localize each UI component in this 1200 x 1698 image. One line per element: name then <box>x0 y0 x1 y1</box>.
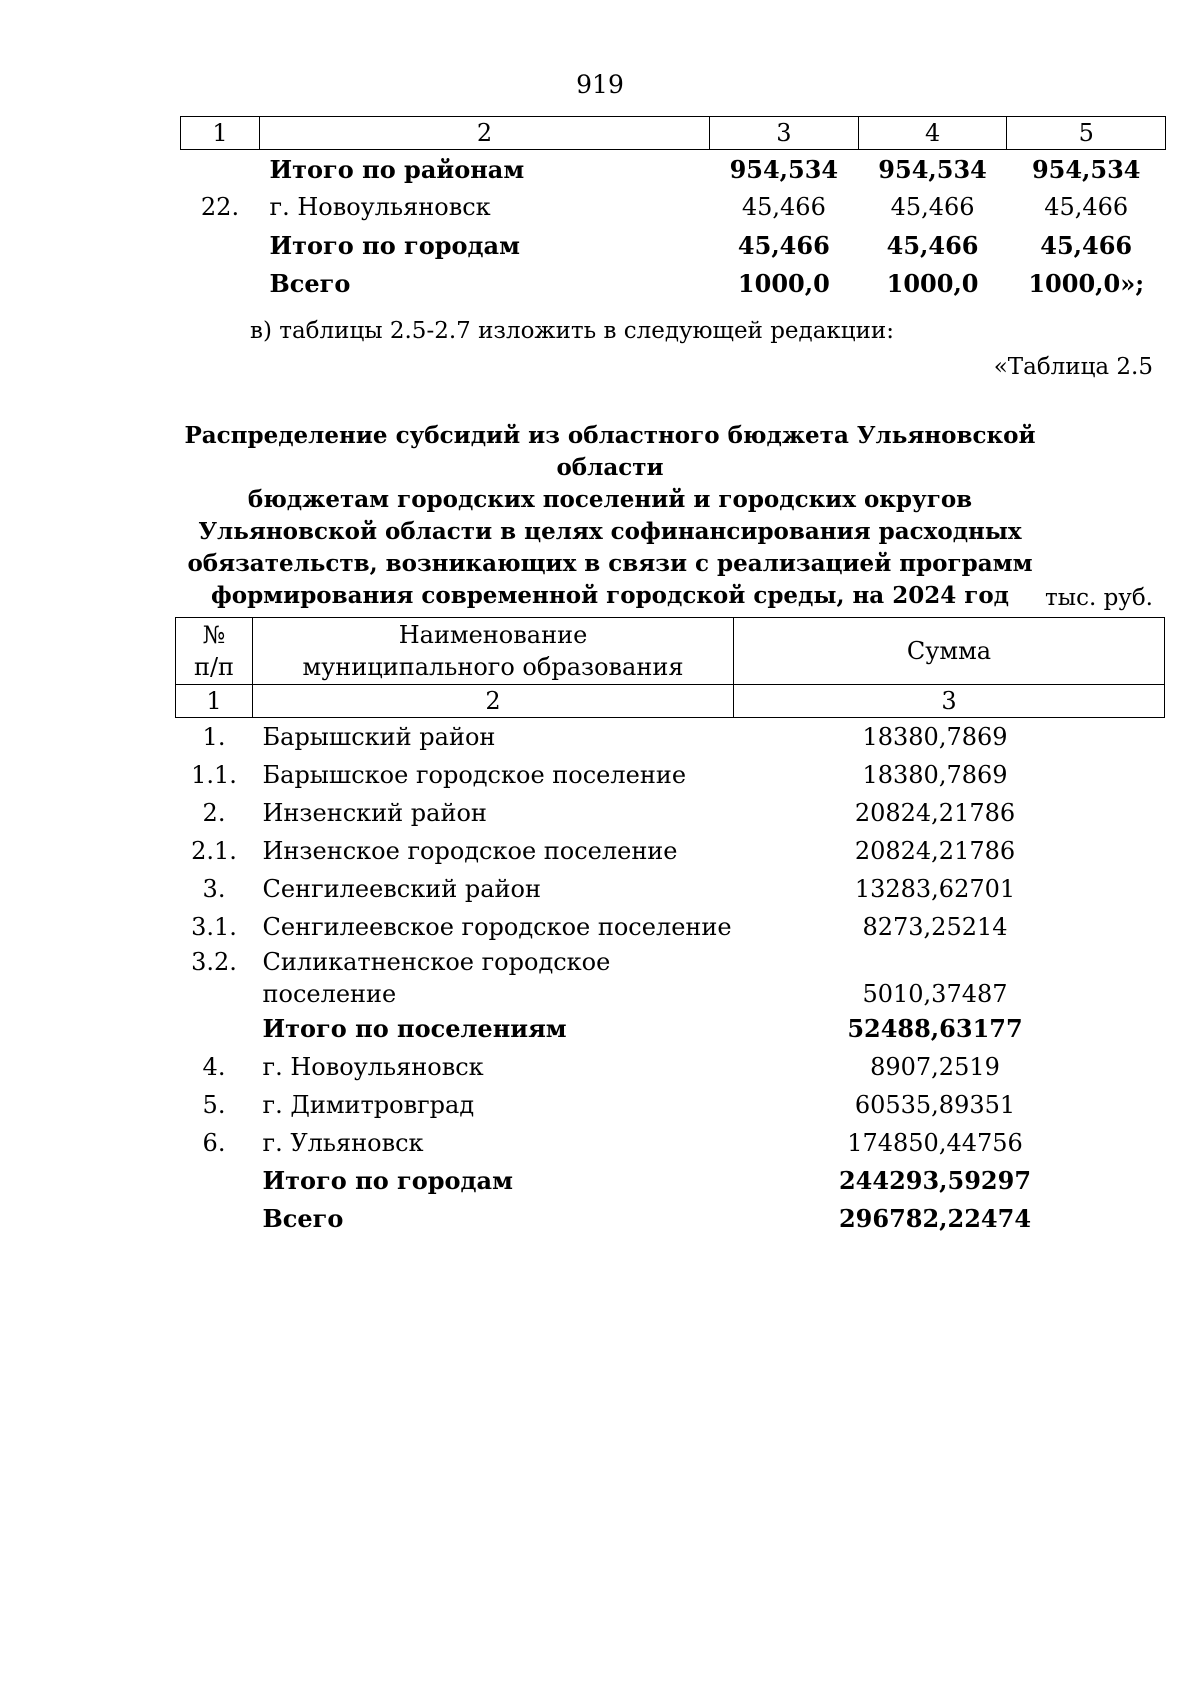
row-name: Итого по городам <box>269 230 520 260</box>
row-number: 1.1. <box>191 761 237 789</box>
amendment-paragraph: в) таблицы 2.5-2.7 изложить в следующей редакции: <box>250 318 894 344</box>
value-col5: 45,466 <box>1044 193 1129 221</box>
table-row <box>181 150 1166 189</box>
row-sum: 296782,22474 <box>838 1204 1032 1233</box>
row-name <box>253 946 734 1010</box>
row-sum: 174850,44756 <box>847 1129 1023 1157</box>
table-row <box>176 870 1165 908</box>
table-row <box>181 226 1166 264</box>
row-number <box>181 226 260 264</box>
table-row <box>176 946 1165 1010</box>
table-row <box>176 718 1165 757</box>
value-col4: 1000,0 <box>886 268 979 298</box>
table-heading <box>150 420 1070 612</box>
subsidy-table <box>175 617 1165 1238</box>
row-name: г. Новоульяновск <box>269 193 491 221</box>
row-number: 5. <box>202 1091 226 1119</box>
row-number: 2. <box>202 799 226 827</box>
col-number: 1 <box>176 685 253 718</box>
page-number: 919 <box>576 70 624 99</box>
row-sum: 18380,7869 <box>862 723 1008 751</box>
table-row <box>181 264 1166 302</box>
row-name: г. Димитровград <box>262 1091 475 1119</box>
row-name: Барышское городское поселение <box>262 761 687 789</box>
row-sum: 5010,37487 <box>862 980 1008 1008</box>
table-row <box>176 756 1165 794</box>
row-name-line2: поселение <box>262 980 397 1008</box>
value-col4: 45,466 <box>890 193 975 221</box>
row-name: г. Новоульяновск <box>262 1053 484 1081</box>
table-row <box>176 1200 1165 1238</box>
row-number <box>181 264 260 302</box>
row-sum: 8273,25214 <box>862 913 1008 941</box>
table-row <box>176 1124 1165 1162</box>
row-number: 2.1. <box>191 837 237 865</box>
row-name: Итого по районам <box>269 154 525 184</box>
row-sum: 60535,89351 <box>854 1091 1016 1119</box>
heading-line: Распределение субсидий из областного бюджета Ульяновской области <box>184 422 1036 481</box>
col-number: 5 <box>1007 117 1166 150</box>
value-col3: 1000,0 <box>737 268 830 298</box>
units-label: тыс. руб. <box>1045 585 1153 611</box>
col-number: 2 <box>260 117 710 150</box>
header-sum: Сумма <box>734 618 1165 685</box>
col-number: 4 <box>858 117 1007 150</box>
header-row <box>176 618 1165 685</box>
value-col4: 45,466 <box>886 230 979 260</box>
table-row <box>176 1010 1165 1048</box>
row-name: Барышский район <box>262 723 496 751</box>
col-number: 3 <box>734 685 1165 718</box>
table-row <box>176 1086 1165 1124</box>
row-name: Инзенский район <box>262 799 487 827</box>
row-number: 22. <box>200 193 240 221</box>
value-col3: 45,466 <box>741 193 826 221</box>
value-col5: 45,466 <box>1040 230 1133 260</box>
row-name: г. Ульяновск <box>262 1129 424 1157</box>
row-number: 3.1. <box>191 913 237 941</box>
row-number <box>181 150 260 189</box>
row-number <box>176 1010 253 1048</box>
header-number-line1: № <box>202 621 226 649</box>
heading-line: бюджетам городских поселений и городских округов <box>247 486 973 513</box>
row-name: Инзенское городское поселение <box>262 837 678 865</box>
row-sum: 20824,21786 <box>854 837 1016 865</box>
row-number: 3.2. <box>191 948 237 976</box>
value-col3: 45,466 <box>737 230 830 260</box>
table-reference: «Таблица 2.5 <box>993 354 1153 380</box>
row-name: Сенгилеевский район <box>262 875 541 903</box>
column-number-row <box>181 117 1166 150</box>
row-sum: 244293,59297 <box>838 1166 1032 1195</box>
row-number <box>176 1200 253 1238</box>
header-name-line1: Наименование <box>398 621 588 649</box>
row-name: Всего <box>262 1204 344 1233</box>
header-name <box>253 618 734 685</box>
row-number: 1. <box>202 723 226 751</box>
row-sum: 13283,62701 <box>854 875 1016 903</box>
value-col5: 1000,0»; <box>1028 268 1145 298</box>
header-number <box>176 618 253 685</box>
row-name: Итого по городам <box>262 1166 513 1195</box>
continuation-table <box>180 116 1166 302</box>
row-name-line1: Силикатненское городское <box>262 948 611 976</box>
row-sum: 52488,63177 <box>847 1014 1023 1043</box>
row-sum: 18380,7869 <box>862 761 1008 789</box>
heading-line: формирования современной городской среды, на 2024 год <box>211 582 1009 609</box>
row-number: 6. <box>202 1129 226 1157</box>
value-col4: 954,534 <box>878 154 987 184</box>
column-number-row <box>176 685 1165 718</box>
heading-line: обязательств, возникающих в связи с реализацией программ <box>187 550 1033 577</box>
col-number: 2 <box>253 685 734 718</box>
table-row <box>176 832 1165 870</box>
col-number: 1 <box>181 117 260 150</box>
heading-line: Ульяновской области в целях софинансирования расходных <box>198 518 1022 545</box>
table-row <box>176 1162 1165 1200</box>
row-name: Итого по поселениям <box>262 1014 567 1043</box>
header-name-line2: муниципального образования <box>302 653 684 681</box>
row-number: 3. <box>202 875 226 903</box>
row-sum: 8907,2519 <box>870 1053 1000 1081</box>
col-number: 3 <box>710 117 859 150</box>
table-row <box>176 794 1165 832</box>
row-name: Сенгилеевское городское поселение <box>262 913 732 941</box>
row-number <box>176 1162 253 1200</box>
row-sum: 20824,21786 <box>854 799 1016 827</box>
table-row <box>176 908 1165 946</box>
row-number: 4. <box>202 1053 226 1081</box>
value-col5: 954,534 <box>1031 154 1141 184</box>
header-number-line2: п/п <box>193 653 235 681</box>
value-col3: 954,534 <box>729 154 839 184</box>
table-row <box>181 188 1166 226</box>
table-row <box>176 1048 1165 1086</box>
row-name: Всего <box>269 268 351 298</box>
